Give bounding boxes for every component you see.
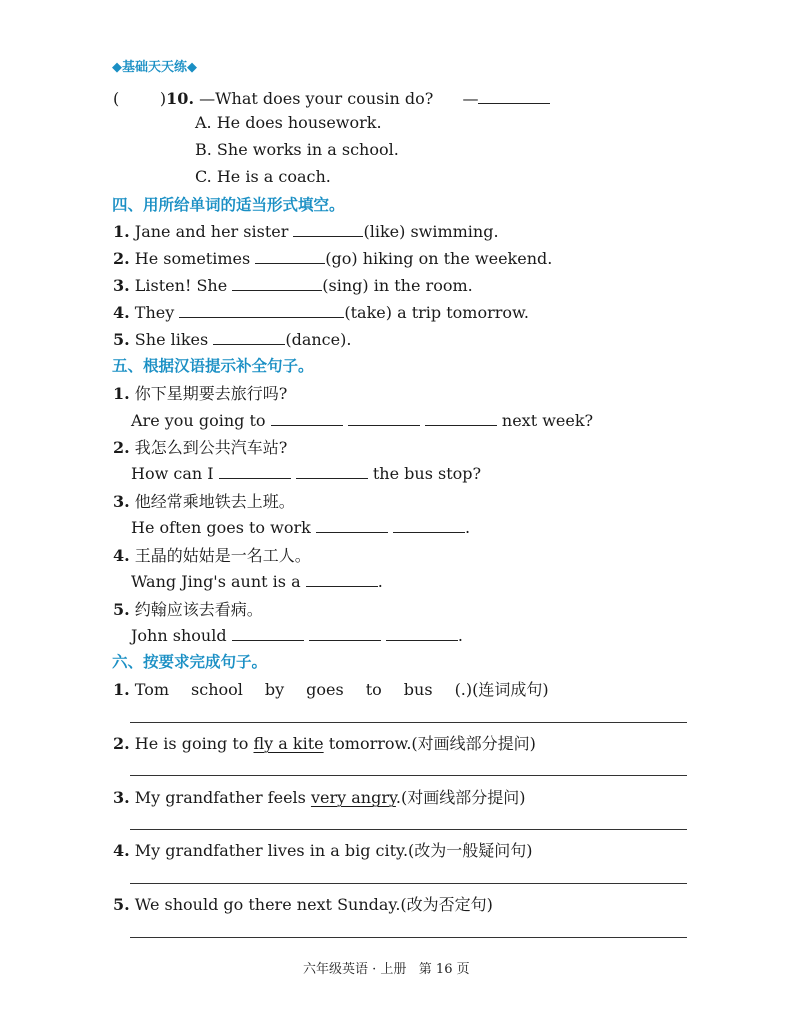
item-number: 3. bbox=[113, 788, 130, 807]
fill-blank[interactable] bbox=[271, 409, 343, 426]
s6-item-4 bbox=[113, 838, 533, 861]
chinese-prompt: 约翰应该去看病。 bbox=[134, 600, 263, 619]
item-text: next week? bbox=[501, 411, 594, 430]
s5-item-4-en bbox=[131, 570, 383, 591]
item-number: 2. bbox=[113, 249, 130, 268]
section-4-title: 四、用所给单词的适当形式填空。 bbox=[112, 196, 345, 214]
fill-blank[interactable] bbox=[255, 247, 325, 264]
reply-dash: — bbox=[462, 89, 479, 108]
item-number: 5. bbox=[113, 600, 130, 619]
item-text: . bbox=[457, 626, 463, 645]
fill-blank[interactable] bbox=[232, 624, 304, 641]
fill-blank[interactable] bbox=[348, 409, 420, 426]
fill-blank[interactable] bbox=[296, 462, 368, 479]
s4-item-1 bbox=[113, 220, 499, 241]
fill-blank[interactable] bbox=[179, 301, 344, 318]
chinese-prompt: 我怎么到公共汽车站? bbox=[134, 438, 288, 457]
item-text: We should go there next Sunday.(改为否定句) bbox=[134, 895, 493, 914]
s5-item-3-cn bbox=[113, 489, 295, 512]
chinese-prompt: 王晶的姑姑是一名工人。 bbox=[134, 546, 311, 565]
s5-item-5-en bbox=[131, 624, 463, 645]
answer-line[interactable] bbox=[130, 775, 687, 776]
fill-blank[interactable] bbox=[425, 409, 497, 426]
header-tag: ◆基础天天练◆ bbox=[112, 60, 197, 75]
item-text: They bbox=[134, 303, 175, 322]
fill-blank[interactable] bbox=[306, 570, 378, 587]
item-text: tomorrow.(对画线部分提问) bbox=[323, 734, 536, 753]
s4-item-5 bbox=[113, 328, 351, 349]
option-b[interactable]: B. She works in a school. bbox=[195, 140, 399, 159]
scrambled-word: to bbox=[365, 680, 382, 699]
section-6-title: 六、按要求完成句子。 bbox=[112, 653, 268, 671]
scrambled-word: bus bbox=[403, 680, 433, 699]
item-text: . bbox=[377, 572, 383, 591]
item-number: 5. bbox=[113, 330, 130, 349]
item-text: He sometimes bbox=[134, 249, 251, 268]
item-text: My grandfather lives in a big city.(改为一般疑问句) bbox=[134, 841, 533, 860]
question-10 bbox=[113, 87, 550, 108]
item-number: 2. bbox=[113, 438, 130, 457]
answer-line[interactable] bbox=[130, 722, 687, 723]
item-text: He often goes to work bbox=[131, 518, 311, 537]
s5-item-5-cn bbox=[113, 597, 263, 620]
fill-blank[interactable] bbox=[213, 328, 285, 345]
instruction: (.)(连词成句) bbox=[454, 680, 549, 699]
underlined-phrase: very angry bbox=[310, 788, 396, 807]
s6-item-2 bbox=[113, 731, 536, 754]
s4-item-3 bbox=[113, 274, 473, 295]
item-text: John should bbox=[131, 626, 227, 645]
item-text: Wang Jing's aunt is a bbox=[131, 572, 301, 591]
answer-line[interactable] bbox=[130, 937, 687, 938]
chinese-prompt: 他经常乘地铁去上班。 bbox=[134, 492, 295, 511]
page-footer: 六年级英语 · 上册 第 16 页 bbox=[303, 962, 470, 977]
item-text: (like) swimming. bbox=[363, 222, 499, 241]
answer-line[interactable] bbox=[130, 829, 687, 830]
item-text: He is going to bbox=[134, 734, 254, 753]
item-text: (dance). bbox=[285, 330, 352, 349]
item-text: She likes bbox=[134, 330, 209, 349]
fill-blank[interactable] bbox=[316, 516, 388, 533]
item-number: 4. bbox=[113, 546, 130, 565]
item-text: Are you going to bbox=[131, 411, 266, 430]
chinese-prompt: 你下星期要去旅行吗? bbox=[134, 384, 288, 403]
s6-item-3 bbox=[113, 785, 525, 808]
item-text: .(对画线部分提问) bbox=[395, 788, 526, 807]
underlined-phrase: fly a kite bbox=[253, 734, 324, 753]
s6-item-1 bbox=[113, 677, 549, 700]
answer-line[interactable] bbox=[130, 883, 687, 884]
fill-blank[interactable] bbox=[232, 274, 322, 291]
s5-item-2-en bbox=[131, 462, 481, 483]
item-number: 2. bbox=[113, 734, 130, 753]
item-number: 1. bbox=[113, 384, 130, 403]
item-text: (sing) in the room. bbox=[322, 276, 473, 295]
s4-item-2 bbox=[113, 247, 552, 268]
answer-paren[interactable]: ( ) bbox=[113, 89, 167, 108]
item-text: (go) hiking on the weekend. bbox=[325, 249, 553, 268]
scrambled-word: goes bbox=[306, 680, 344, 699]
scrambled-word: by bbox=[264, 680, 285, 699]
section-5-title: 五、根据汉语提示补全句子。 bbox=[112, 357, 314, 375]
answer-blank[interactable] bbox=[478, 87, 550, 104]
s6-item-5 bbox=[113, 892, 493, 915]
scrambled-word: school bbox=[191, 680, 243, 699]
item-number: 4. bbox=[113, 303, 130, 322]
fill-blank[interactable] bbox=[393, 516, 465, 533]
fill-blank[interactable] bbox=[386, 624, 458, 641]
item-number: 5. bbox=[113, 895, 130, 914]
item-text: How can I bbox=[131, 464, 214, 483]
s5-item-2-cn bbox=[113, 435, 287, 458]
item-text: the bus stop? bbox=[372, 464, 482, 483]
item-number: 3. bbox=[113, 276, 130, 295]
option-c[interactable]: C. He is a coach. bbox=[195, 167, 331, 186]
fill-blank[interactable] bbox=[219, 462, 291, 479]
question-number: 10. bbox=[166, 89, 195, 108]
item-number: 3. bbox=[113, 492, 130, 511]
fill-blank[interactable] bbox=[293, 220, 363, 237]
s5-item-1-en bbox=[131, 409, 593, 430]
s5-item-3-en bbox=[131, 516, 470, 537]
item-number: 1. bbox=[113, 222, 130, 241]
question-prompt: —What does your cousin do? bbox=[199, 89, 434, 108]
option-a[interactable]: A. He does housework. bbox=[195, 113, 382, 132]
s4-item-4 bbox=[113, 301, 529, 322]
item-text: Listen! She bbox=[134, 276, 228, 295]
item-number: 1. bbox=[113, 680, 130, 699]
item-text: (take) a trip tomorrow. bbox=[344, 303, 529, 322]
item-text: My grandfather feels bbox=[134, 788, 311, 807]
item-text: . bbox=[465, 518, 471, 537]
item-text: Jane and her sister bbox=[134, 222, 289, 241]
item-number: 4. bbox=[113, 841, 130, 860]
s5-item-4-cn bbox=[113, 543, 311, 566]
s5-item-1-cn bbox=[113, 381, 287, 404]
fill-blank[interactable] bbox=[309, 624, 381, 641]
scrambled-word: Tom bbox=[134, 680, 170, 699]
